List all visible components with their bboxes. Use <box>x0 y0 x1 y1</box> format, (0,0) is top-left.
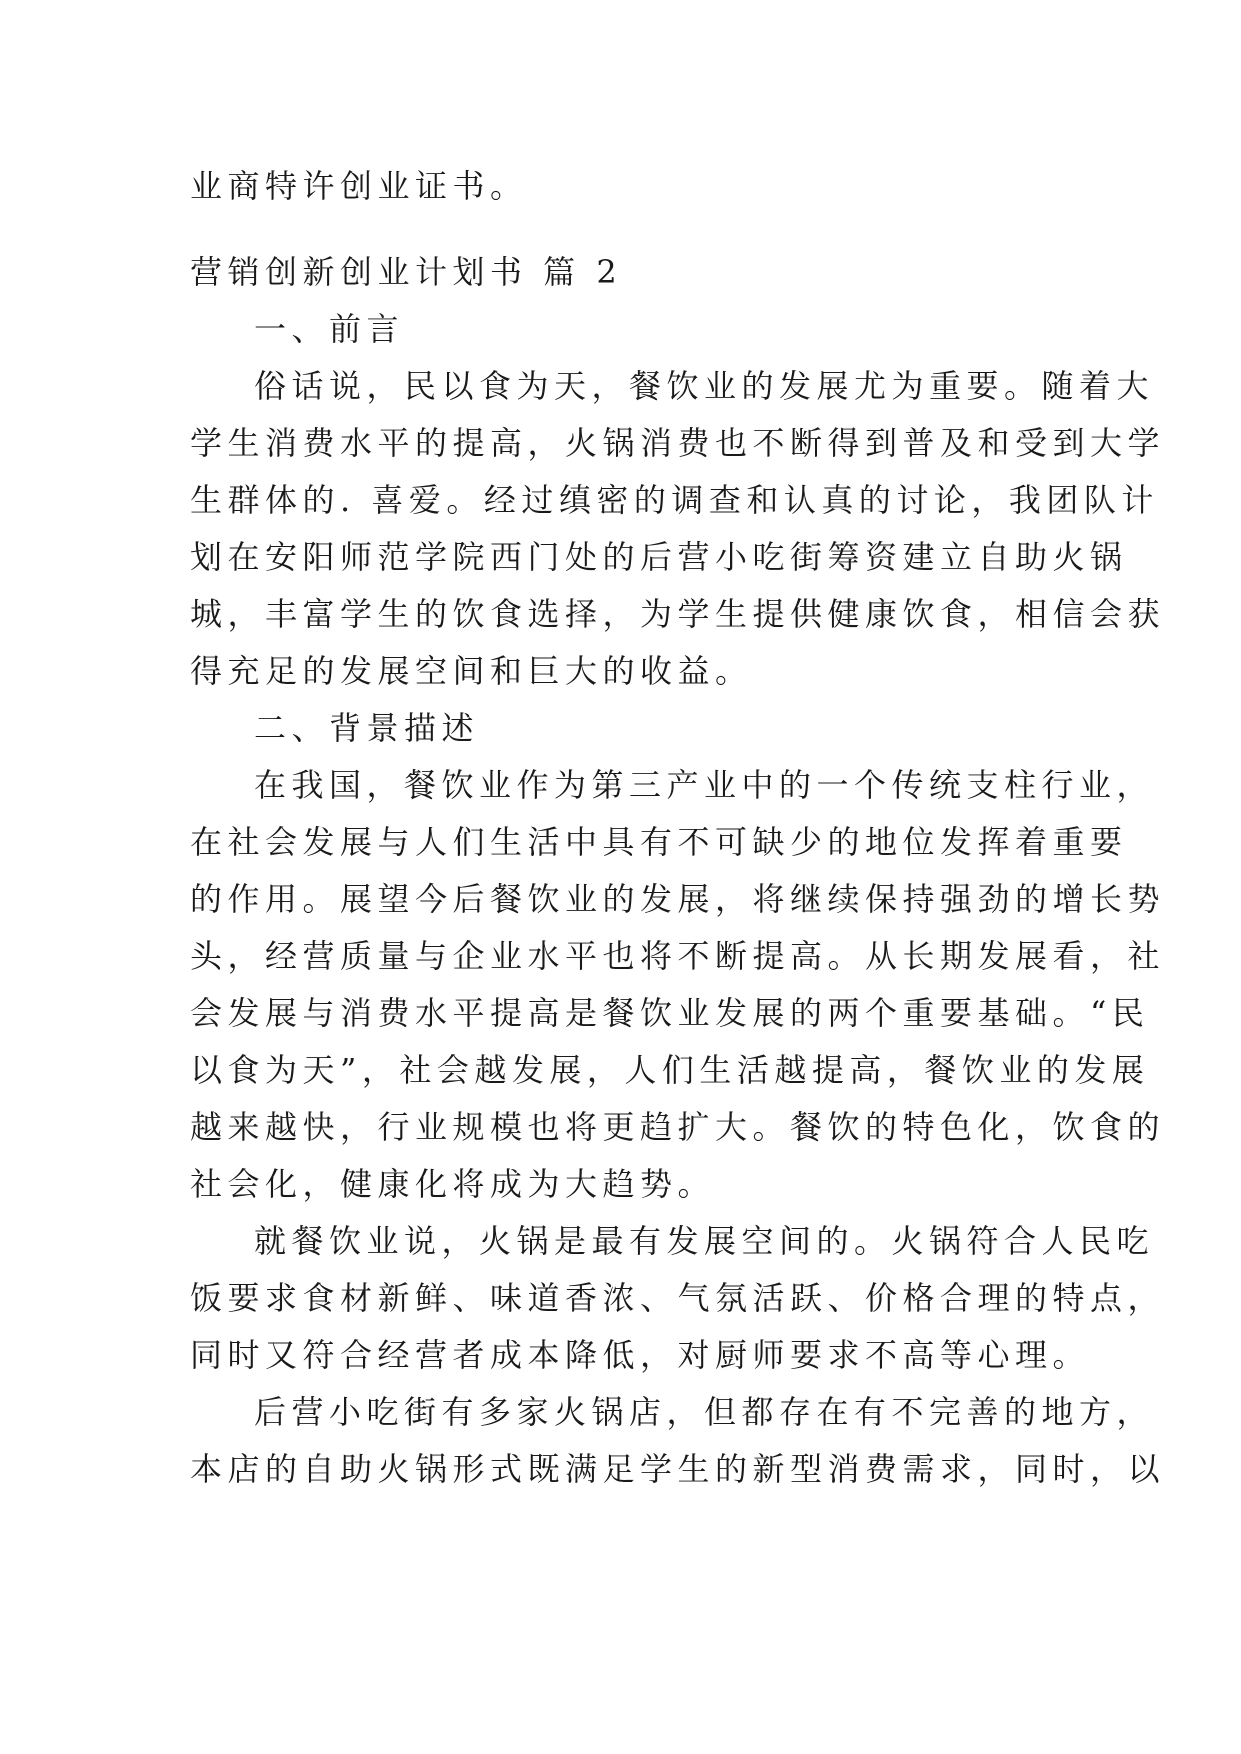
paragraph-line: 以食为天”，社会越发展，人们生活越提高，餐饮业的发展 <box>190 1051 1150 1089</box>
paragraph-line: 在社会发展与人们生活中具有不可缺少的地位发挥着重要 <box>190 823 1128 861</box>
paragraph-line: 会发展与消费水平提高是餐饮业发展的两个重要基础。“民 <box>190 994 1150 1032</box>
continuation-line: 业商特许创业证书。 <box>190 167 528 205</box>
paragraph-line: 社会化，健康化将成为大趋势。 <box>190 1165 716 1203</box>
paragraph-line: 俗话说，民以食为天，餐饮业的发展尤为重要。随着大 <box>254 367 1155 405</box>
paragraph-line: 本店的自助火锅形式既满足学生的新型消费需求，同时，以 <box>190 1450 1166 1488</box>
paragraph-line: 生群体的. 喜爱。经过缜密的调查和认真的讨论，我团队计 <box>190 481 1159 519</box>
paragraph-line: 同时又符合经营者成本降低，对厨师要求不高等心理。 <box>190 1336 1091 1374</box>
paragraph-line: 得充足的发展空间和巨大的收益。 <box>190 652 753 690</box>
paragraph-line: 头，经营质量与企业水平也将不断提高。从长期发展看，社 <box>190 937 1166 975</box>
paragraph-line: 的作用。展望今后餐饮业的发展，将继续保持强劲的增长势 <box>190 880 1166 918</box>
section-title: 营销创新创业计划书 篇 2 <box>190 253 623 291</box>
heading-preface: 一、前言 <box>254 310 405 348</box>
paragraph-line: 学生消费水平的提高，火锅消费也不断得到普及和受到大学 <box>190 424 1166 462</box>
paragraph-line: 后营小吃街有多家火锅店，但都存在有不完善的地方， <box>254 1393 1155 1431</box>
paragraph-line: 划在安阳师范学院西门处的后营小吃街筹资建立自助火锅 <box>190 538 1128 576</box>
paragraph-line: 就餐饮业说，火锅是最有发展空间的。火锅符合人民吃 <box>254 1222 1155 1260</box>
paragraph-line: 饭要求食材新鲜、味道香浓、气氛活跃、价格合理的特点， <box>190 1279 1166 1317</box>
paragraph-line: 城，丰富学生的饮食选择，为学生提供健康饮食，相信会获 <box>190 595 1166 633</box>
heading-background: 二、背景描述 <box>254 709 480 747</box>
paragraph-line: 在我国，餐饮业作为第三产业中的一个传统支柱行业， <box>254 766 1155 804</box>
paragraph-line: 越来越快，行业规模也将更趋扩大。餐饮的特色化，饮食的 <box>190 1108 1166 1146</box>
